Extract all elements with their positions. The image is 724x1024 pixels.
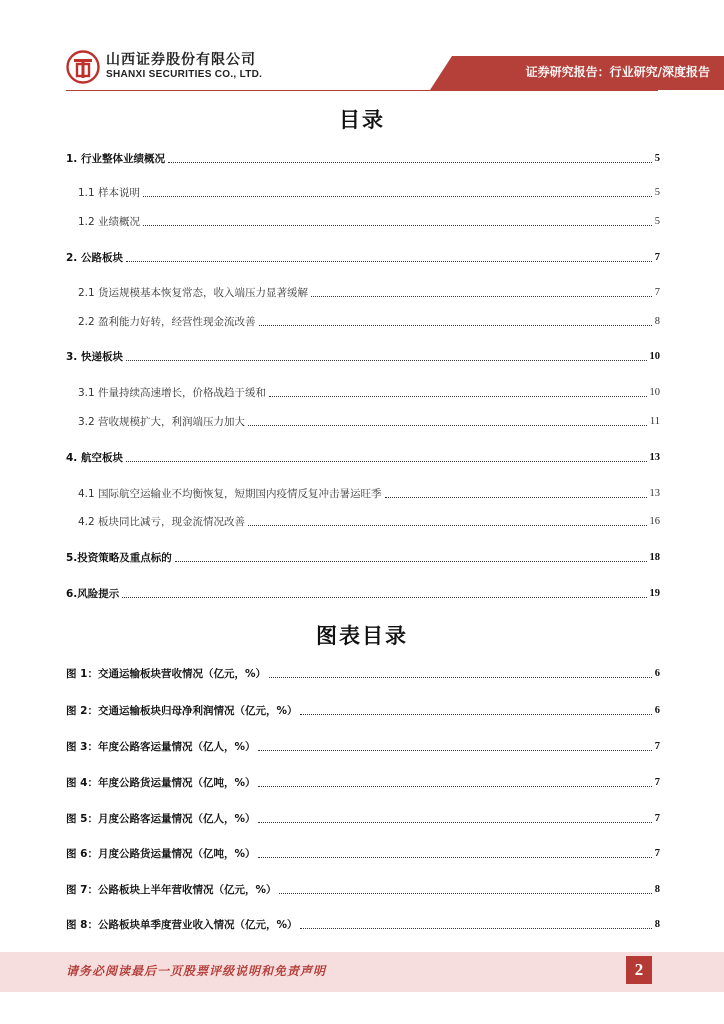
toc-leader-dots — [126, 360, 647, 361]
toc-leader-dots — [168, 162, 652, 163]
toc-entry-page: 13 — [649, 488, 660, 499]
figure-entry-label: 图 6：月度公路货运量情况（亿吨，%） — [66, 848, 256, 860]
figure-entry-page: 7 — [654, 777, 660, 788]
toc-entry-page: 7 — [654, 287, 660, 298]
figure-entry[interactable] — [66, 738, 660, 754]
toc-entry-label: 2. 公路板块 — [66, 252, 123, 264]
figure-entry-label: 图 3：年度公路客运量情况（亿人，%） — [66, 741, 256, 753]
toc-entry-label: 4. 航空板块 — [66, 452, 123, 464]
toc-entry[interactable] — [66, 249, 660, 265]
figure-entry-label: 图 2：交通运输板块归母净利润情况（亿元，%） — [66, 705, 298, 717]
toc-entry-page: 5 — [654, 153, 660, 164]
toc-title: 目录 — [339, 108, 385, 132]
figure-entry-page: 8 — [654, 919, 660, 930]
figure-entry[interactable] — [66, 774, 660, 790]
toc-entry[interactable] — [78, 313, 660, 329]
figure-entry-label: 图 5：月度公路客运量情况（亿人，%） — [66, 813, 256, 825]
toc-leader-dots — [258, 822, 651, 823]
toc-leader-dots — [122, 597, 646, 598]
toc-entry[interactable] — [66, 449, 660, 465]
toc-entry-page: 5 — [654, 216, 660, 227]
toc-entry-label: 4.1 国际航空运输业不均衡恢复，短期国内疫情反复冲击暑运旺季 — [78, 488, 382, 500]
figure-entry[interactable] — [66, 845, 660, 861]
toc-entry[interactable] — [78, 413, 660, 429]
figure-entry-page: 6 — [654, 668, 660, 679]
figure-entry-page: 7 — [654, 848, 660, 859]
figure-entry-label: 图 7：公路板块上半年营收情况（亿元，%） — [66, 884, 277, 896]
company-name-cn: 山西证券股份有限公司 — [106, 52, 256, 68]
toc-leader-dots — [258, 786, 651, 787]
toc-entry-label: 3.2 营收规模扩大，利润端压力加大 — [78, 416, 246, 428]
figure-entry[interactable] — [66, 702, 660, 718]
toc-entry-label: 4.2 板块同比减亏，现金流情况改善 — [78, 516, 246, 528]
figures-title: 图表目录 — [316, 624, 408, 648]
toc-entry-page: 18 — [649, 552, 660, 563]
toc-entry[interactable] — [78, 513, 660, 529]
toc-entry-label: 1.2 业绩概况 — [78, 216, 141, 228]
toc-leader-dots — [300, 714, 651, 715]
toc-entry-label: 5.投资策略及重点标的 — [66, 552, 172, 564]
toc-leader-dots — [311, 296, 652, 297]
figure-entry[interactable] — [66, 810, 660, 826]
toc-entry-page: 7 — [654, 252, 660, 263]
toc-entry-page: 13 — [649, 452, 660, 463]
toc-entry[interactable] — [66, 150, 660, 166]
page-header — [0, 0, 724, 96]
toc-entry-label: 6.风险提示 — [66, 588, 120, 600]
toc-entry-page: 11 — [649, 416, 660, 427]
company-logo-icon — [66, 50, 100, 84]
toc-entry-label: 1.1 样本说明 — [78, 187, 141, 199]
toc-leader-dots — [248, 425, 647, 426]
figure-entry-label: 图 8：公路板块单季度营业收入情况（亿元，%） — [66, 919, 298, 931]
toc-leader-dots — [258, 857, 651, 858]
company-name-en: SHANXI SECURITIES CO., LTD. — [106, 69, 263, 80]
company-name — [106, 52, 262, 81]
toc-leader-dots — [175, 561, 647, 562]
figure-entry[interactable] — [66, 916, 660, 932]
toc-leader-dots — [269, 396, 646, 397]
toc-leader-dots — [385, 497, 647, 498]
toc-leader-dots — [126, 461, 647, 462]
toc-entry-page: 10 — [649, 387, 660, 398]
toc-entry-page: 10 — [649, 351, 660, 362]
toc-entry-page: 5 — [654, 187, 660, 198]
toc-leader-dots — [143, 225, 652, 226]
figure-entry[interactable] — [66, 665, 660, 681]
figure-entry-page: 7 — [654, 741, 660, 752]
figure-entry-page: 6 — [654, 705, 660, 716]
toc-entry[interactable] — [78, 384, 660, 400]
toc-leader-dots — [269, 677, 652, 678]
toc-leader-dots — [279, 893, 651, 894]
disclaimer-note: 请务必阅读最后一页股票评级说明和免责声明 — [66, 964, 327, 978]
toc-entry[interactable] — [78, 485, 660, 501]
report-type-label: 证券研究报告：行业研究/深度报告 — [525, 65, 710, 79]
figure-entry[interactable] — [66, 881, 660, 897]
toc-leader-dots — [300, 928, 651, 929]
toc-leader-dots — [248, 525, 646, 526]
toc-leader-dots — [258, 750, 651, 751]
figure-entry-label: 图 4：年度公路货运量情况（亿吨，%） — [66, 777, 256, 789]
toc-entry-page: 16 — [649, 516, 660, 527]
toc-leader-dots — [143, 196, 652, 197]
toc-entry[interactable] — [78, 284, 660, 300]
toc-entry[interactable] — [78, 213, 660, 229]
header-divider — [66, 90, 658, 91]
page-number: 2 — [626, 956, 652, 984]
toc-entry[interactable] — [66, 549, 660, 565]
toc-entry-label: 2.2 盈利能力好转，经营性现金流改善 — [78, 316, 256, 328]
toc-entry[interactable] — [66, 585, 660, 601]
toc-entry[interactable] — [78, 184, 660, 200]
toc-entry-label: 2.1 货运规模基本恢复常态，收入端压力显著缓解 — [78, 287, 309, 299]
toc-entry[interactable] — [66, 348, 660, 364]
toc-entry-label: 1. 行业整体业绩概况 — [66, 153, 165, 165]
toc-leader-dots — [126, 261, 652, 262]
toc-leader-dots — [259, 325, 652, 326]
figure-entry-page: 7 — [654, 813, 660, 824]
toc-entry-page: 8 — [654, 316, 660, 327]
toc-entry-page: 19 — [649, 588, 660, 599]
toc-entry-label: 3. 快递板块 — [66, 351, 123, 363]
toc-entry-label: 3.1 件量持续高速增长，价格战趋于缓和 — [78, 387, 267, 399]
figure-entry-page: 8 — [654, 884, 660, 895]
figure-entry-label: 图 1：交通运输板块营收情况（亿元，%） — [66, 668, 266, 680]
